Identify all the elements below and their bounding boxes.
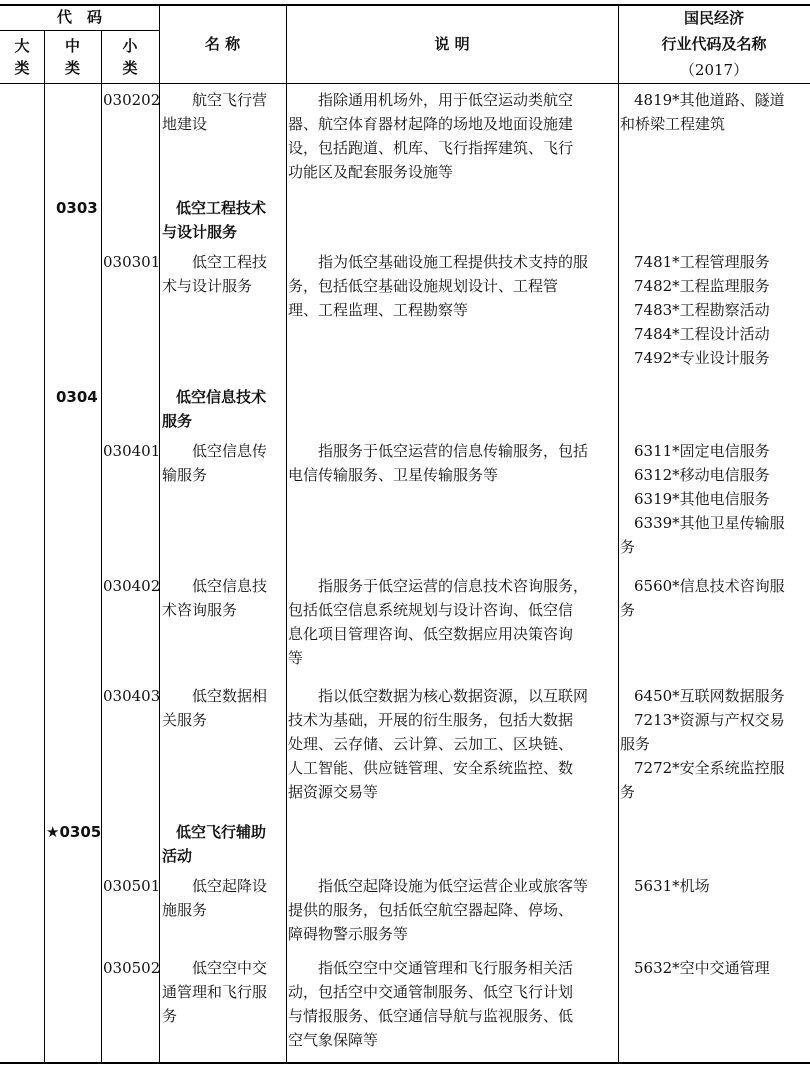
item-name: 低空信息传 输服务 xyxy=(162,442,268,484)
item-name: 低空工程技 术与设计服务 xyxy=(162,253,268,295)
item-description: 指低空空中交通管理和飞行服务相关活 动，包括空中交通管制服务、低空飞行计划 与情报服务、低空通信导航与监视服务、低 空气象保障等 xyxy=(288,959,574,1049)
category-name: 低空信息技术 服务 xyxy=(162,388,267,430)
item-description: 指服务于低空运营的信息传输服务，包括 电信传输服务、卫星传输服务等 xyxy=(288,442,589,484)
item-name: 低空数据相 关服务 xyxy=(162,687,268,729)
col-divider-minor xyxy=(159,5,160,1062)
middle-code: ★0305 xyxy=(46,823,102,841)
industry-reference: 5631*机场 xyxy=(634,877,710,895)
header-minor-1: 小 xyxy=(122,37,138,55)
header-major-1: 大 xyxy=(14,37,30,55)
industry-reference: 6560*信息技术咨询服 务 xyxy=(620,577,785,619)
minor-code: 030502 xyxy=(103,959,161,977)
col-divider-name xyxy=(286,5,287,1062)
table-bottom-rule xyxy=(0,1062,810,1064)
item-name: 低空起降设 施服务 xyxy=(162,877,268,919)
item-name: 低空空中交 通管理和飞行服 务 xyxy=(162,959,268,1025)
industry-reference: 5632*空中交通管理 xyxy=(634,959,770,977)
item-name: 低空信息技 术咨询服务 xyxy=(162,577,268,619)
minor-code: 030202 xyxy=(103,91,161,109)
item-name: 航空飞行营 地建设 xyxy=(162,91,268,133)
header-middle-2: 类 xyxy=(64,59,80,77)
header-code: 代 码 xyxy=(56,8,102,26)
code-header-divider xyxy=(0,30,159,31)
minor-code: 030403 xyxy=(103,687,161,705)
col-divider-desc xyxy=(618,5,619,1062)
category-name: 低空工程技术 与设计服务 xyxy=(162,199,267,241)
header-desc: 说 明 xyxy=(434,35,470,53)
header-ref-2: 行业代码及名称 xyxy=(661,35,767,53)
industry-reference: 6311*固定电信服务 6312*移动电信服务 6319*其他电信服务 6339*其他卫星传输服 务 xyxy=(620,442,785,556)
item-description: 指为低空基础设施工程提供技术支持的服 务，包括低空基础设施规划设计、工程管 理、工程监理、工程勘察等 xyxy=(288,253,589,319)
header-major-2: 类 xyxy=(14,59,30,77)
middle-code: 0304 xyxy=(56,388,98,406)
middle-code: 0303 xyxy=(56,199,98,217)
category-name: 低空飞行辅助 活动 xyxy=(162,823,267,865)
item-description: 指以低空数据为核心数据资源，以互联网 技术为基础，开展的衍生服务，包括大数据 处理、云存储、云计算、云加工、区块链、 人工智能、供应链管理、安全系统监控、数 据资源交易等 xyxy=(288,687,589,801)
header-name: 名 称 xyxy=(204,35,241,53)
header-ref-1: 国民经济 xyxy=(683,9,744,27)
header-ref-3: （2017） xyxy=(679,61,749,79)
col-divider-middle xyxy=(101,31,102,1062)
item-description: 指除通用机场外，用于低空运动类航空 器、航空体育器材起降的场地及地面设施建 设，包括跑道、机库、飞行指挥建筑、飞行 功能区及配套服务设施等 xyxy=(288,91,574,181)
minor-code: 030301 xyxy=(103,253,161,271)
industry-reference: 6450*互联网数据服务 7213*资源与产权交易 服务 7272*安全系统监控服 务 xyxy=(620,687,785,801)
minor-code: 030501 xyxy=(103,877,161,895)
col-divider-major xyxy=(44,31,45,1062)
minor-code: 030402 xyxy=(103,577,161,595)
item-description: 指服务于低空运营的信息技术咨询服务， 包括低空信息系统规划与设计咨询、低空信 息化项目管理咨询、低空数据应用决策咨询 等 xyxy=(288,577,589,667)
header-minor-2: 类 xyxy=(122,59,138,77)
industry-reference: 4819*其他道路、隧道 和桥梁工程建筑 xyxy=(620,91,785,133)
minor-code: 030401 xyxy=(103,442,161,460)
industry-reference: 7481*工程管理服务 7482*工程监理服务 7483*工程勘察活动 7484*工程设计活动 7492*专业设计服务 xyxy=(634,253,770,367)
table-top-rule xyxy=(0,4,810,6)
item-description: 指低空起降设施为低空运营企业或旅客等 提供的服务，包括低空航空器起降、停场、 障碍物警示服务等 xyxy=(288,877,589,943)
header-bottom-rule xyxy=(0,83,810,84)
header-middle-1: 中 xyxy=(64,37,80,55)
